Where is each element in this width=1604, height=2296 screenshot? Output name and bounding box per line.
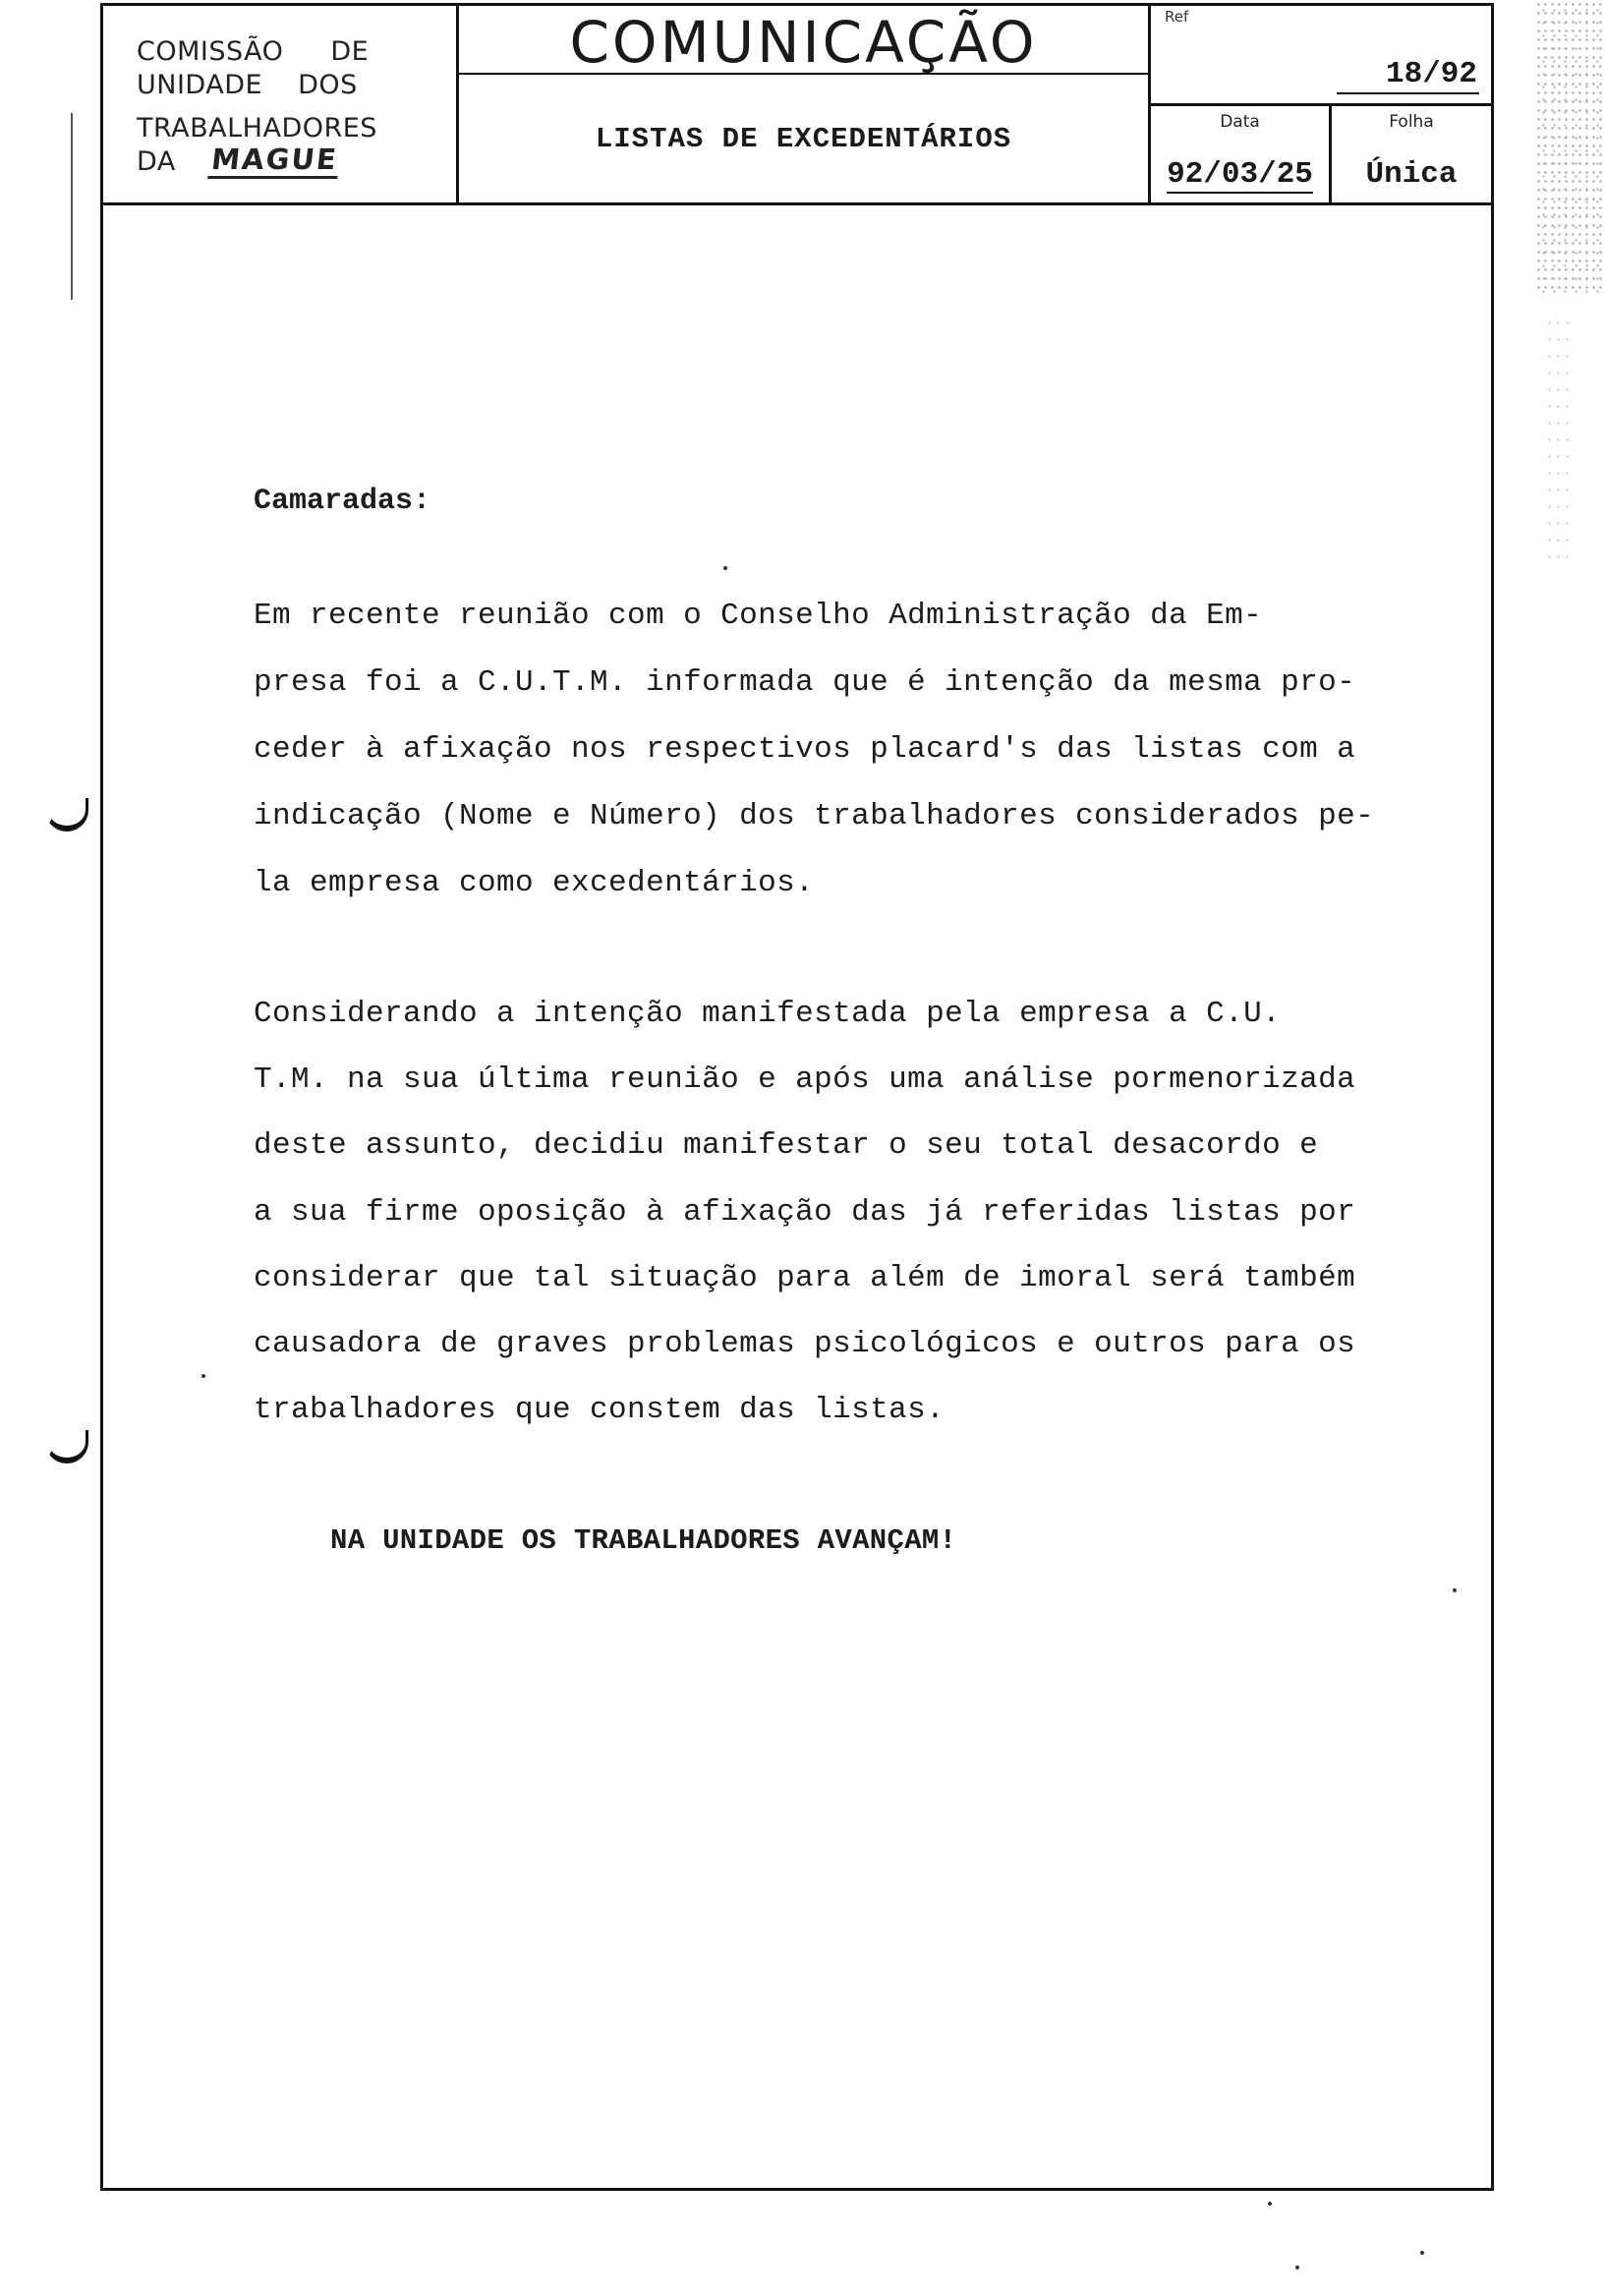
scan-speck <box>1295 2266 1299 2269</box>
org-word: UNIDADE <box>137 70 263 100</box>
paragraph-line: indicação (Nome e Número) dos trabalhadores considerados pe- <box>254 799 1375 833</box>
org-word: TRABALHADORES <box>137 113 377 144</box>
date-field <box>1151 106 1332 202</box>
date-value: 92/03/25 <box>1167 157 1313 192</box>
company-logo: MAGUE <box>207 145 341 179</box>
scan-speck <box>1420 2251 1424 2255</box>
paragraph-line: considerar que tal situação para além de imoral será também <box>254 1261 1356 1295</box>
document-type: COMUNICAÇÃO <box>459 6 1148 75</box>
sheet-label: Folha <box>1389 112 1434 132</box>
scan-speck <box>1268 2202 1272 2206</box>
scan-speck <box>1453 1588 1457 1592</box>
document-subject: LISTAS DE EXCEDENTÁRIOS <box>595 122 1012 155</box>
greeting: Camaradas: <box>254 485 431 518</box>
sheet-field <box>1332 106 1491 202</box>
org-word: DE <box>330 36 370 67</box>
org-word: DOS <box>298 70 358 100</box>
scan-speck <box>201 1374 205 1378</box>
paragraph-line: Considerando a intenção manifestada pela empresa a C.U. <box>254 997 1282 1031</box>
org-word: DA <box>137 146 176 177</box>
org-word: COMISSÃO <box>137 36 284 67</box>
sheet-value: Única <box>1365 157 1458 192</box>
reference-value: 18/92 <box>1337 57 1479 94</box>
paragraph-line: Em recente reunião com o Conselho Administração da Em- <box>254 599 1263 633</box>
paragraph-line: causadora de graves problemas psicológicos e outros para os <box>254 1327 1356 1361</box>
binder-hole-mark <box>45 798 88 832</box>
document-frame <box>100 3 1494 2191</box>
meta-block <box>1151 6 1491 202</box>
paragraph-line: T.M. na sua última reunião e após uma análise pormenorizada <box>254 1062 1356 1097</box>
paragraph-line: la empresa como excedentários. <box>254 866 815 900</box>
date-label: Data <box>1220 112 1260 132</box>
organization-block <box>103 6 459 202</box>
reference-field <box>1151 6 1491 106</box>
document-header <box>103 6 1491 205</box>
paragraph-line: a sua firme oposição à afixação das já referidas listas por <box>254 1195 1356 1230</box>
paragraph-line: ceder à afixação nos respectivos placard's das listas com a <box>254 732 1356 767</box>
title-block <box>459 6 1151 202</box>
scan-noise <box>1545 315 1575 570</box>
scan-noise <box>1535 0 1604 295</box>
paragraph-line: deste assunto, decidiu manifestar o seu total desacordo e <box>254 1128 1319 1163</box>
scan-speck <box>723 566 727 570</box>
paragraph-line: presa foi a C.U.T.M. informada que é intenção da mesma pro- <box>254 665 1356 700</box>
binder-hole-mark <box>45 1430 88 1464</box>
closing-slogan: NA UNIDADE OS TRABALHADORES AVANÇAM! <box>330 1524 957 1557</box>
reference-label: Ref <box>1165 8 1189 26</box>
paragraph-line: trabalhadores que constem das listas. <box>254 1393 945 1427</box>
margin-rule <box>71 113 73 300</box>
